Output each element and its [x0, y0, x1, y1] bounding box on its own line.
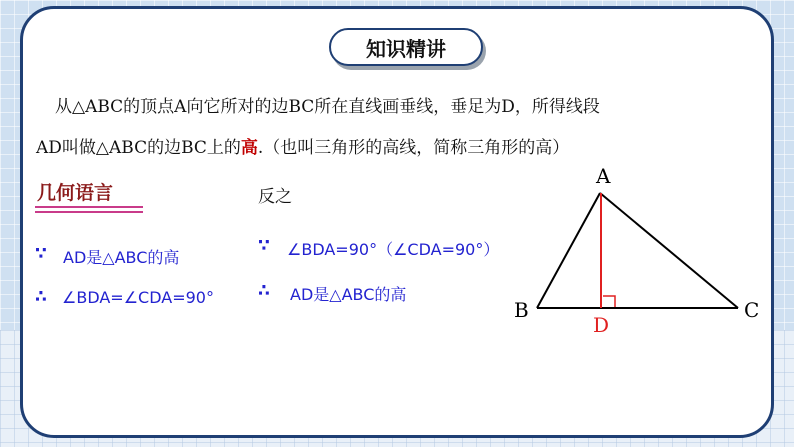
- vertex-label-a: A: [596, 164, 611, 188]
- definition-line-1: 从△ABC的顶点A向它所对的边BC所在直线画垂线，垂足为D，所得线段: [55, 97, 600, 117]
- converse-heading: 反之: [258, 187, 292, 207]
- right-angle-mark: [603, 296, 615, 307]
- foot-label-d: D: [593, 313, 610, 337]
- definition-line-2-pre: AD叫做△ABC的边BC上的: [36, 138, 241, 158]
- therefore-symbol: ∴: [35, 287, 47, 307]
- vertex-label-c: C: [744, 298, 760, 322]
- converse-because-statement: ∠BDA=90°（∠CDA=90°）: [287, 240, 500, 259]
- page-title: 知识精讲: [329, 28, 483, 66]
- geo-because-statement: AD是△ABC的高: [63, 248, 180, 267]
- converse-therefore-statement: AD是△ABC的高: [290, 285, 407, 304]
- definition-highlight: 高: [240, 138, 258, 158]
- side-ac: [600, 193, 738, 308]
- definition-line-2-post: .（也叫三角形的高线，简称三角形的高）: [257, 138, 570, 158]
- because-symbol: ∵: [35, 244, 47, 264]
- because-symbol: ∵: [258, 236, 270, 256]
- side-ab: [537, 193, 600, 308]
- vertex-label-b: B: [514, 298, 529, 322]
- geo-therefore-statement: ∠BDA=∠CDA=90°: [62, 288, 214, 307]
- geometric-language-heading: 几何语言: [37, 182, 114, 204]
- therefore-symbol: ∴: [258, 281, 270, 301]
